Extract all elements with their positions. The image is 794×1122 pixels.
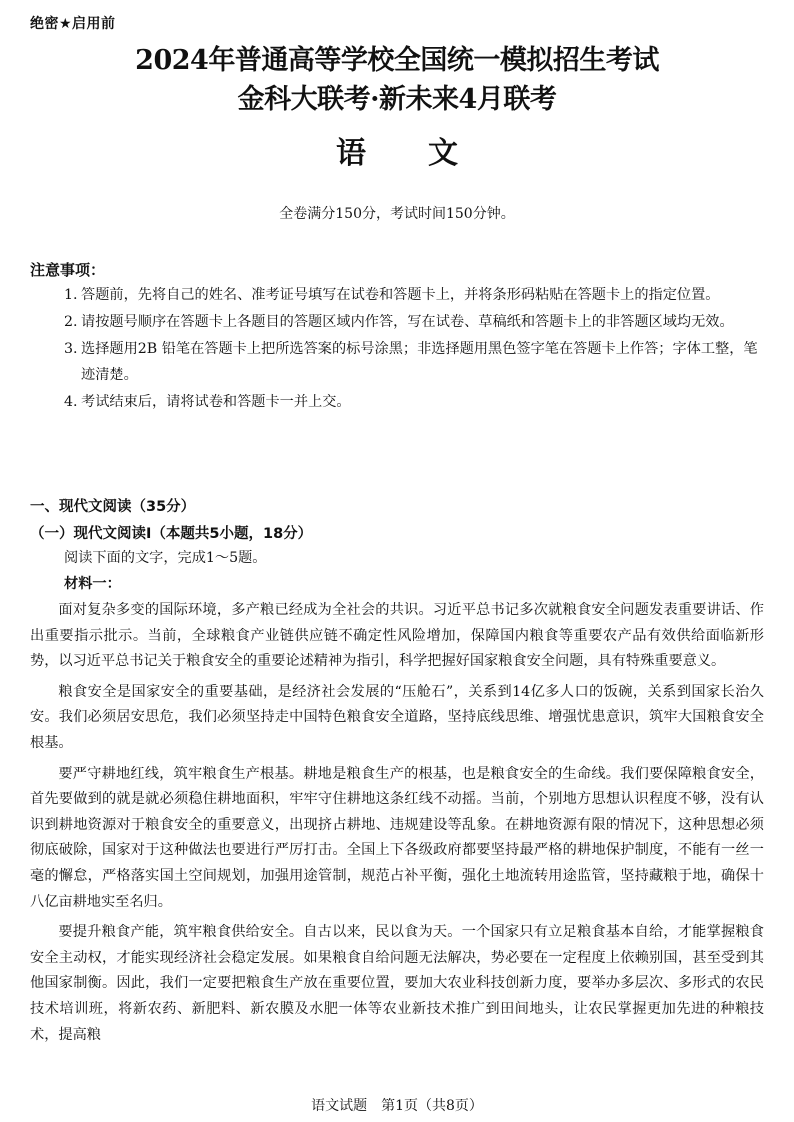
section-heading: 一、现代文阅读（35分） [30, 499, 196, 515]
subject-char-2: 文 [428, 136, 458, 171]
notice-item-number: 4. [64, 394, 78, 410]
passage-paragraph: 面对复杂多变的国际环境，多产粮已经成为全社会的共识。习近平总书记多次就粮食安全问题发表重要讲话、作出重要指示批示。当前，全球粮食产业链供应链不确定性风险增加，保障国内粮食等重要农产品有效供给面临新形势，以习近平总书记关于粮食安全的重要论述精神为指引，科学把握好国家粮食安全问题，具有特殊重要意义。 [30, 602, 764, 670]
exam-subtitle: 金科大联考·新未来4月联考 [237, 84, 557, 115]
notice-item-number: 2. [64, 314, 78, 330]
notice-item-number: 3. [64, 341, 78, 357]
notice-item-text: 选择题用2B 铅笔在答题卡上把所选答案的标号涂黑；非选择题用黑色签字笔在答题卡上作答；字体工整，笔迹清楚。 [81, 341, 758, 383]
passage-paragraph: 粮食安全是国家安全的重要基础，是经济社会发展的“压舱石”，关系到14亿多人口的饭碗，关系到国家长治久安。我们必须居安思危，我们必须坚持走中国特色粮食安全道路，坚持底线思维、增强忧患意识，筑牢大国粮食安全根基。 [30, 683, 764, 751]
exam-title: 2024年普通高等学校全国统一模拟招生考试 [135, 45, 659, 76]
score-time-note: 全卷满分150分，考试时间150分钟。 [279, 206, 515, 222]
passage-paragraph: 要严守耕地红线，筑牢粮食生产根基。耕地是粮食生产的根基，也是粮食安全的生命线。我们要保障粮食安全，首先要做到的就是就必须稳住耕地面积，牢牢守住耕地这条红线不动摇。当前，个别地方思想认识程度不够，没有认识到耕地资源对于粮食安全的重要意义，出现挤占耕地、违规建设等乱象。在耕地资源有限的情况下，这种思想必须彻底破除，国家对于这种做法也要进行严厉打击。全国上下各级政府都要坚持最严格的耕地保护制度，不能有一丝一毫的懈怠，严格落实国土空间规划，加强用途管制，规范占补平衡，强化土地流转用途监管，坚持藏粮于地，确保十八亿亩耕地实至名归。 [30, 765, 764, 910]
reading-instruction: 阅读下面的文字，完成1～5题。 [64, 550, 267, 566]
passage-paragraph: 要提升粮食产能，筑牢粮食供给安全。自古以来，民以食为天。一个国家只有立足粮食基本自给，才能掌握粮食安全主动权，才能实现经济社会稳定发展。如果粮食自给问题无法解决，势必要在一定程度上依赖别国，甚至受到其他国家制衡。因此，我们一定要把粮食生产放在重要位置，要加大农业科技创新力度，要举办多层次、多形式的农民技术培训班，将新农药、新肥料、新农膜及水肥一体等农业新技术推广到田间地头，让农民掌握更加先进的种粮技术，提高粮 [30, 924, 764, 1043]
notice-item [64, 389, 764, 415]
subject-title [0, 128, 794, 172]
notice-item-number: 1. [64, 287, 78, 303]
subsection-heading: （一）现代文阅读Ⅰ（本题共5小题，18分） [30, 526, 313, 542]
notice-item-text: 考试结束后，请将试卷和答题卡一并上交。 [81, 394, 351, 410]
page-footer: 语文试题 第1页（共8页） [311, 1098, 483, 1114]
notice-item-text: 请按题号顺序在答题卡上各题目的答题区域内作答，写在试卷、草稿纸和答题卡上的非答题区域均无效。 [81, 314, 734, 330]
notice-item [64, 336, 764, 388]
notice-list [64, 282, 764, 416]
notice-item-text: 答题前，先将自己的姓名、准考证号填写在试卷和答题卡上，并将条形码粘贴在答题卡上的指定位置。 [81, 287, 720, 303]
reading-passage [30, 598, 764, 1053]
confidential-mark: 绝密★启用前 [30, 16, 116, 32]
notice-item [64, 282, 764, 308]
subject-char-1: 语 [336, 136, 366, 171]
notice-item [64, 309, 764, 335]
notice-heading: 注意事项： [30, 261, 106, 279]
material-label: 材料一： [64, 576, 121, 592]
